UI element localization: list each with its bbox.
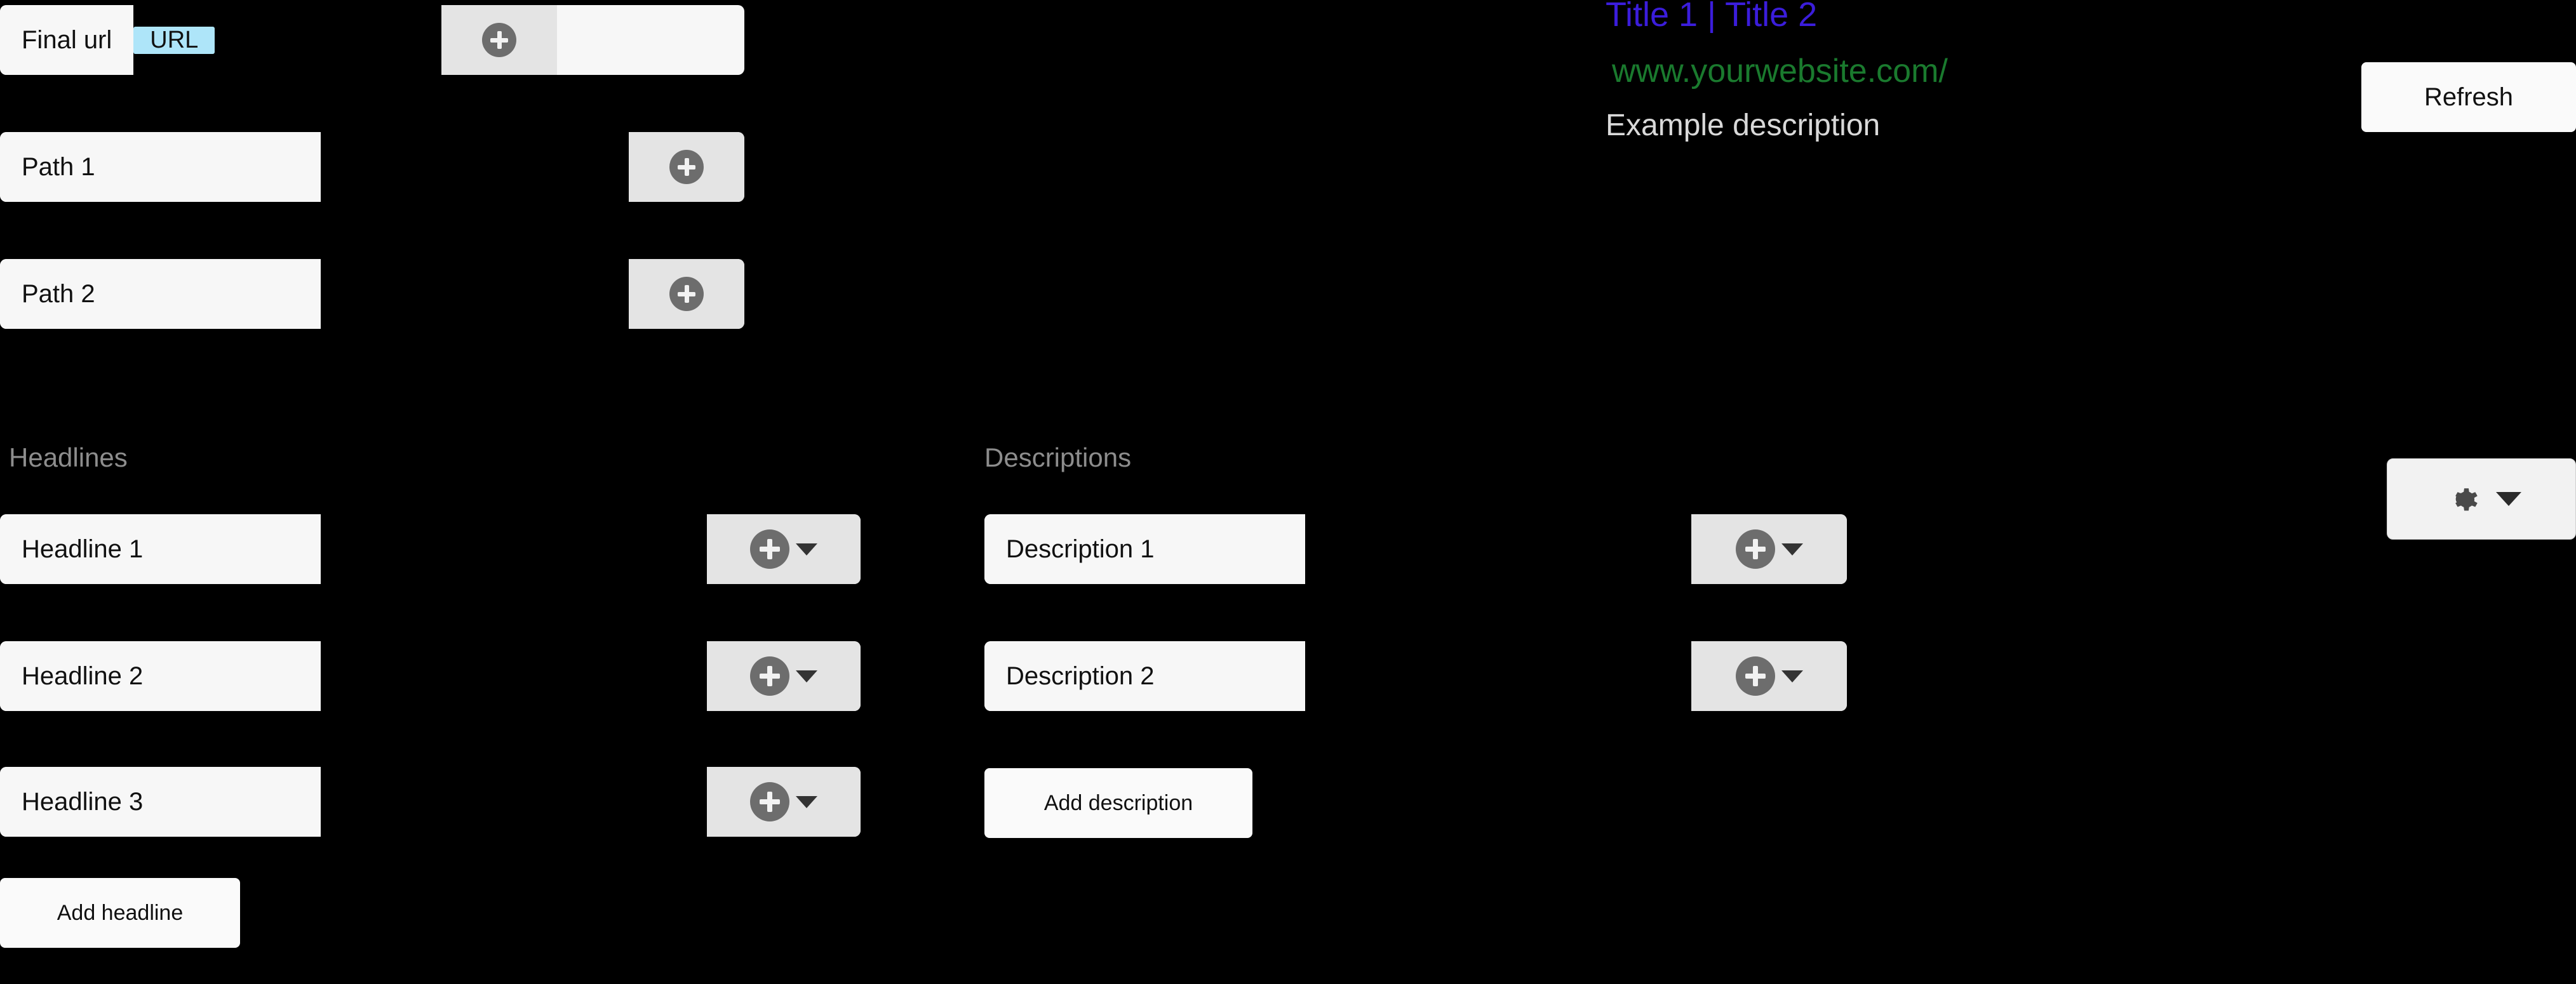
headline-2-addon: [707, 641, 861, 711]
headline-3-addon: [707, 767, 861, 837]
description-2-row: [984, 641, 1847, 711]
chevron-down-icon[interactable]: [796, 670, 817, 682]
chevron-down-icon[interactable]: [796, 543, 817, 555]
chevron-down-icon[interactable]: [2496, 492, 2521, 506]
plus-circle-icon[interactable]: [750, 529, 789, 569]
add-headline-button[interactable]: Add headline: [0, 878, 240, 948]
plus-circle-icon[interactable]: [750, 782, 789, 821]
preview-description: Example description: [1606, 109, 1881, 142]
description-2-input[interactable]: [1305, 641, 1691, 711]
path-1-row: [0, 132, 744, 202]
chevron-down-icon[interactable]: [796, 796, 817, 808]
descriptions-section-title: Descriptions: [984, 442, 1132, 472]
description-1-addon: [1691, 514, 1847, 584]
settings-dropdown-button[interactable]: [2387, 458, 2576, 540]
plus-circle-icon[interactable]: [1736, 529, 1775, 569]
description-2-label: Description 2: [984, 641, 1305, 711]
headline-2-label: Headline 2: [0, 641, 321, 711]
plus-circle-icon[interactable]: [669, 277, 704, 311]
headline-1-row: [0, 514, 861, 584]
headlines-section-title: Headlines: [9, 442, 128, 472]
final-url-label: Final url: [0, 5, 133, 75]
headline-2-row: [0, 641, 861, 711]
add-description-button[interactable]: Add description: [984, 768, 1252, 838]
plus-circle-icon[interactable]: [750, 656, 789, 696]
ad-preview: [1606, 0, 2317, 143]
path-2-row: [0, 259, 744, 329]
headline-1-label: Headline 1: [0, 514, 321, 584]
path-1-input[interactable]: [321, 132, 629, 202]
refresh-button[interactable]: Refresh: [2361, 62, 2576, 132]
description-1-label: Description 1: [984, 514, 1305, 584]
description-1-input[interactable]: [1305, 514, 1691, 584]
path-2-addon: [629, 259, 744, 329]
url-chip[interactable]: URL: [133, 27, 215, 54]
description-1-row: [984, 514, 1847, 584]
headline-3-label: Headline 3: [0, 767, 321, 837]
preview-title[interactable]: Title 1 | Title 2: [1606, 0, 1818, 34]
path-2-input[interactable]: [321, 259, 629, 329]
path-1-addon: [629, 132, 744, 202]
chevron-down-icon[interactable]: [1781, 543, 1803, 555]
plus-circle-icon[interactable]: [482, 23, 516, 57]
final-url-input-wrap: [133, 5, 441, 75]
preview-url[interactable]: www.yourwebsite.com/: [1612, 53, 1948, 90]
final-url-row: [0, 5, 744, 75]
plus-circle-icon[interactable]: [669, 150, 704, 184]
headline-3-input[interactable]: [321, 767, 707, 837]
headline-2-input[interactable]: [321, 641, 707, 711]
headline-1-input[interactable]: [321, 514, 707, 584]
gear-icon: [2441, 479, 2482, 519]
plus-circle-icon[interactable]: [1736, 656, 1775, 696]
description-2-addon: [1691, 641, 1847, 711]
headline-3-row: [0, 767, 861, 837]
headline-1-addon: [707, 514, 861, 584]
final-url-addon: [441, 5, 557, 75]
path-1-label: Path 1: [0, 132, 321, 202]
chevron-down-icon[interactable]: [1781, 670, 1803, 682]
path-2-label: Path 2: [0, 259, 321, 329]
